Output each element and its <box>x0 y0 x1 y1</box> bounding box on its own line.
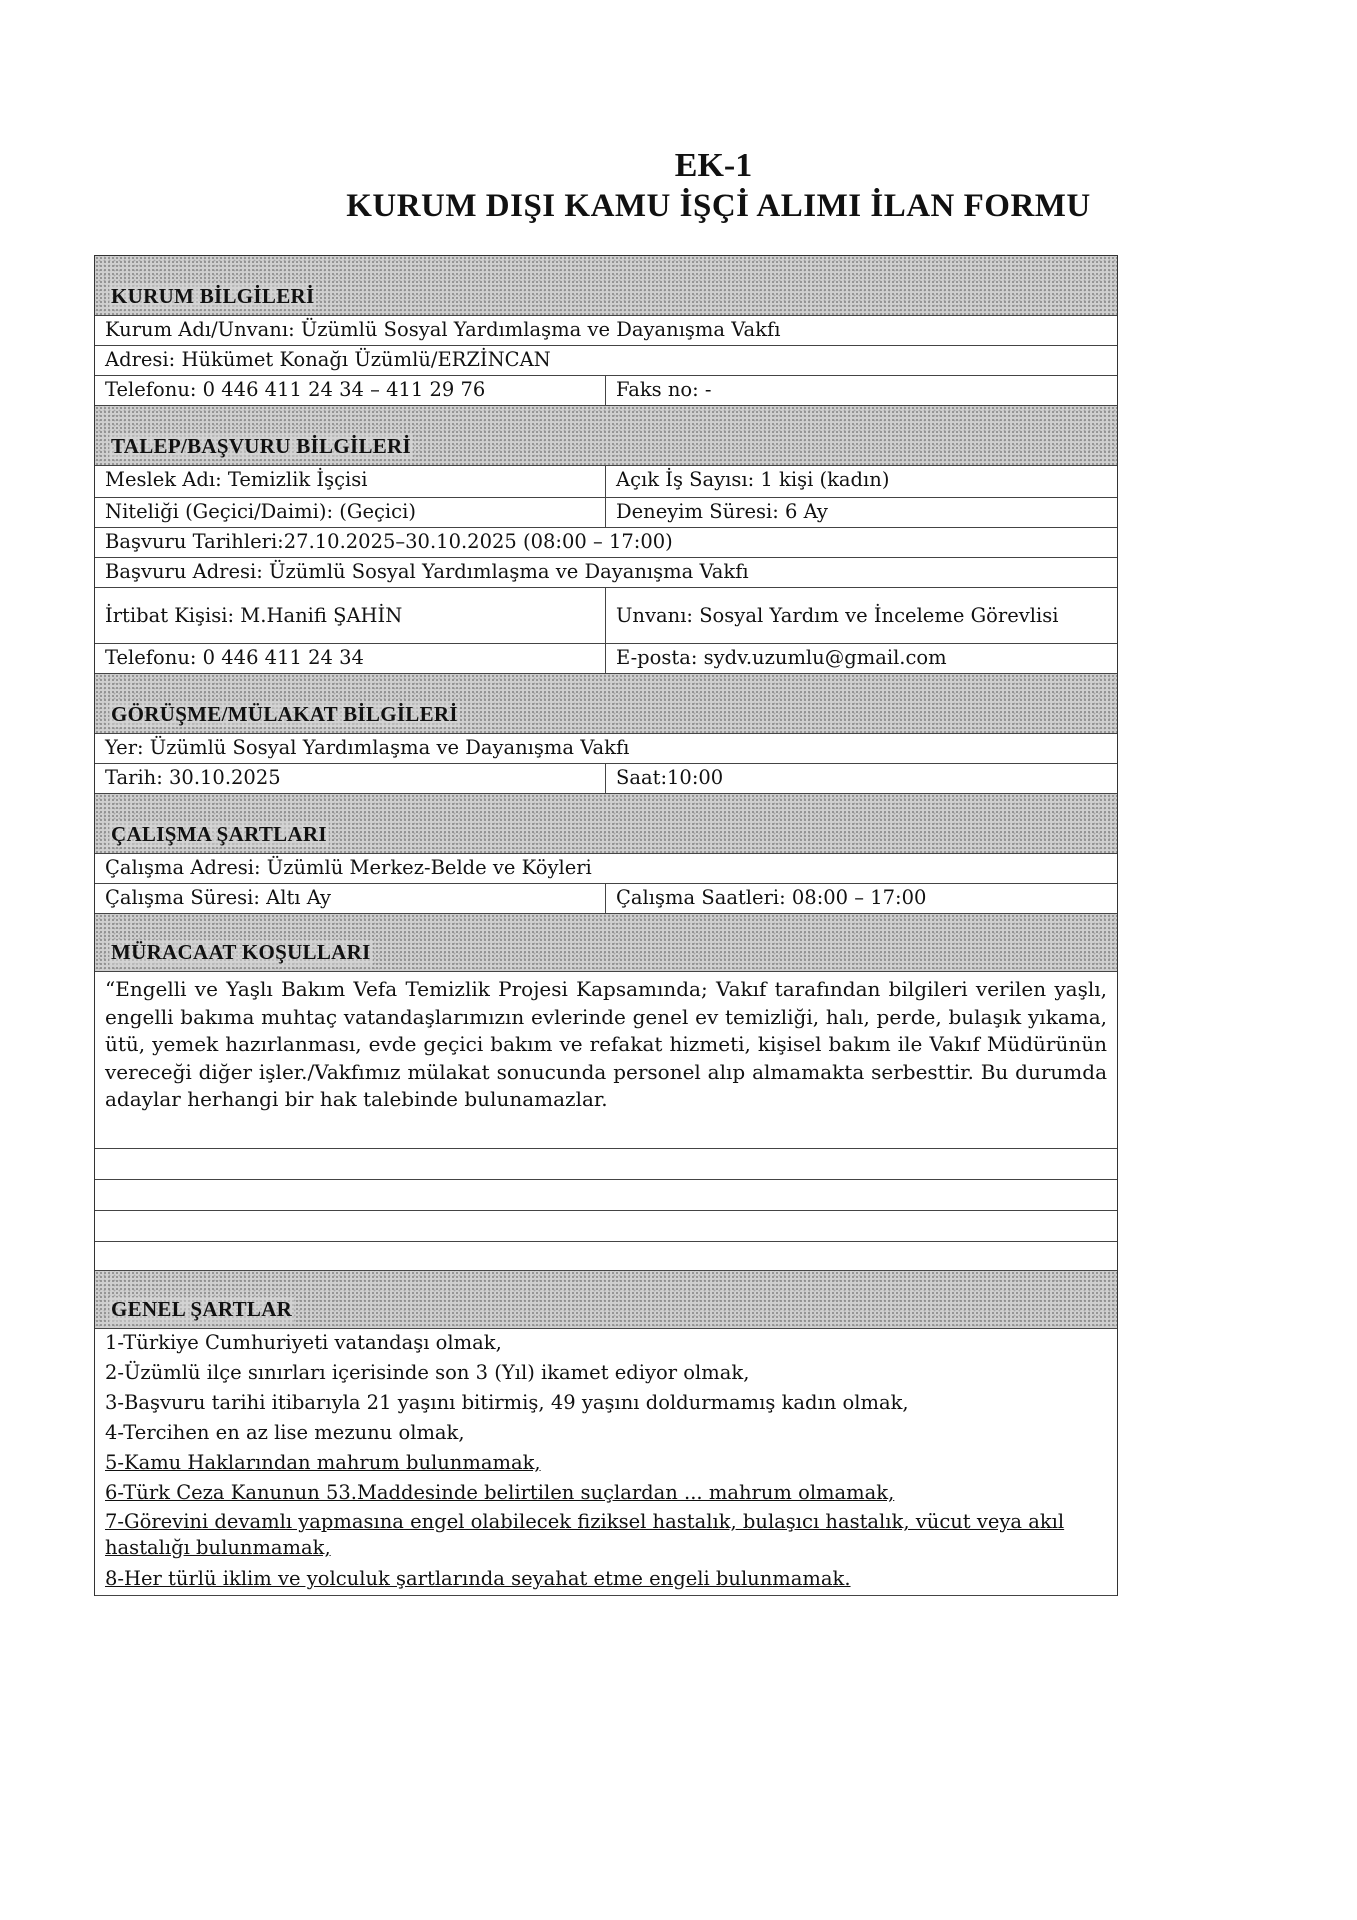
job-nature: Niteliği (Geçici/Daimi): (Geçici) <box>95 498 606 527</box>
form-row <box>95 316 1117 346</box>
list-item: 1-Türkiye Cumhuriyeti vatandaşı olmak, <box>105 1331 502 1354</box>
form-title: KURUM DIŞI KAMU İŞÇİ ALIMI İLAN FORMU <box>346 188 1091 224</box>
application-dates: Başvuru Tarihleri:27.10.2025–30.10.2025 (08:00 – 17:00) <box>105 530 673 553</box>
announcement-form <box>94 255 1118 1596</box>
contact-phone: Telefonu: 0 446 411 24 34 <box>95 644 606 673</box>
application-address: Başvuru Adresi: Üzümlü Sosyal Yardımlaşma ve Dayanışma Vakfı <box>105 560 749 583</box>
section-title: TALEP/BAŞVURU BİLGİLERİ <box>111 434 411 458</box>
application-conditions-text: “Engelli ve Yaşlı Bakım Vefa Temizlik Projesi Kapsamında; Vakıf tarafından bilgileri verilen yaşlı, engelli bakıma muhtaç vatandaşlarımızın evlerinde genel ev temizliği, halı, perde, bulaşık yıkama, ütü, yemek hazırlanması, evde geçici bakım ve refakat hizmeti, kişisel bakım ile Vakıf Müdürünün vereceği diğer işler./Vakfımız mülakat sonucunda personel alıp almamakta serbesttir. Bu durumda adaylar herhangi bir hak talebinde bulunamazlar. <box>105 977 1107 1111</box>
section-title: GENEL ŞARTLAR <box>111 1297 293 1321</box>
section-title: GÖRÜŞME/MÜLAKAT BİLGİLERİ <box>111 702 458 726</box>
interview-date: Tarih: 30.10.2025 <box>95 764 606 793</box>
general-conditions-list <box>95 1329 1117 1596</box>
section-header-genel <box>95 1271 1117 1329</box>
section-title: KURUM BİLGİLERİ <box>111 284 315 308</box>
section-header-calisma <box>95 794 1117 854</box>
section-title: ÇALIŞMA ŞARTLARI <box>111 822 327 846</box>
occupation-name: Meslek Adı: Temizlik İşçisi <box>95 466 606 497</box>
experience-duration: Deneyim Süresi: 6 Ay <box>616 500 828 523</box>
form-row <box>95 346 1117 376</box>
list-item: 3-Başvuru tarihi itibarıyla 21 yaşını bitirmiş, 49 yaşını doldurmamış kadın olmak, <box>105 1391 909 1414</box>
list-item: 4-Tercihen en az lise mezunu olmak, <box>105 1421 465 1444</box>
section-header-gorusme <box>95 674 1117 734</box>
form-row <box>95 558 1117 588</box>
contact-email: E-posta: sydv.uzumlu@gmail.com <box>616 646 947 669</box>
form-row <box>95 764 1117 794</box>
form-row <box>95 884 1117 914</box>
work-duration: Çalışma Süresi: Altı Ay <box>95 884 606 913</box>
work-address: Çalışma Adresi: Üzümlü Merkez-Belde ve Köyleri <box>105 856 592 879</box>
form-row <box>95 498 1117 528</box>
list-item: 2-Üzümlü ilçe sınırları içerisinde son 3 (Yıl) ikamet ediyor olmak, <box>105 1361 750 1384</box>
document-header <box>0 146 1357 226</box>
blank-row <box>95 1180 1117 1211</box>
section-title: MÜRACAAT KOŞULLARI <box>111 940 371 964</box>
list-item: 5-Kamu Haklarından mahrum bulunmamak, <box>105 1451 541 1474</box>
section-header-muracaat <box>95 914 1117 972</box>
contact-person: İrtibat Kişisi: M.Hanifi ŞAHİN <box>95 588 606 643</box>
form-row <box>95 588 1117 644</box>
institution-address: Adresi: Hükümet Konağı Üzümlü/ERZİNCAN <box>105 348 551 371</box>
list-item: 8-Her türlü iklim ve yolculuk şartlarında seyahat etme engeli bulunmamak. <box>105 1567 851 1590</box>
institution-fax: Faks no: - <box>616 378 712 401</box>
blank-row <box>95 1149 1117 1180</box>
form-row <box>95 734 1117 764</box>
blank-row <box>95 1242 1117 1271</box>
institution-phone: Telefonu: 0 446 411 24 34 – 411 29 76 <box>95 376 606 405</box>
form-row <box>95 528 1117 558</box>
form-row <box>95 972 1117 1149</box>
open-positions: Açık İş Sayısı: 1 kişi (kadın) <box>616 468 890 491</box>
contact-title: Unvanı: Sosyal Yardım ve İnceleme Görevlisi <box>616 604 1059 627</box>
section-header-talep <box>95 406 1117 466</box>
form-row <box>95 854 1117 884</box>
blank-row <box>95 1211 1117 1242</box>
interview-time: Saat:10:00 <box>616 766 724 789</box>
form-row <box>95 644 1117 674</box>
institution-name: Kurum Adı/Unvanı: Üzümlü Sosyal Yardımlaşma ve Dayanışma Vakfı <box>105 318 781 341</box>
interview-place: Yer: Üzümlü Sosyal Yardımlaşma ve Dayanışma Vakfı <box>105 736 630 759</box>
form-row <box>95 466 1117 498</box>
form-row <box>95 376 1117 406</box>
list-item: 6-Türk Ceza Kanunun 53.Maddesinde belirtilen suçlardan ... mahrum olmamak, <box>105 1481 895 1504</box>
list-item: 7-Görevini devamlı yapmasına engel olabilecek fiziksel hastalık, bulaşıcı hastalık, vücut veya akıl hastalığı bulunmamak, <box>105 1510 1065 1559</box>
section-header-kurum <box>95 256 1117 316</box>
work-hours: Çalışma Saatleri: 08:00 – 17:00 <box>616 886 927 909</box>
annex-label: EK-1 <box>674 147 753 184</box>
